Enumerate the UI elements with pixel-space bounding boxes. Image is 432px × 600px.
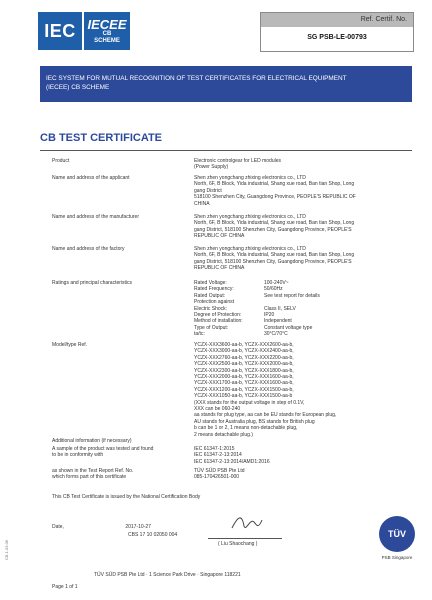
model-line: b can be 1 or 2, 1 means non-detachable plug, [194, 425, 298, 432]
model-line: YCZX-XXX1700-aa-b, YCZX-XXX1600-aa-b, [194, 380, 294, 387]
rating-key: Protection against [194, 299, 235, 306]
product-label: Product [52, 158, 70, 164]
ratings-label: Ratings and principal characteristics [52, 280, 133, 286]
ref-value: SG PSB-LE-00793 [307, 34, 367, 41]
model-line: 2 means detachable plug.) [194, 431, 253, 438]
rating-key: Degree of Protection: [194, 312, 242, 319]
rating-value: 30°C/70°C [264, 331, 288, 338]
rating-value: 50/60Hz [264, 286, 283, 293]
model-line: YCZX-XXX2300-aa-b, YCZX-XXX1800-aa-b, [194, 367, 294, 374]
sample-label-line1: A sample of the product was tested and found [52, 446, 154, 452]
manufacturer-line: Shen zhen yongchang zhixing electronics co., LTD [194, 214, 306, 220]
rating-key: Type of Output: [194, 324, 229, 331]
tuv-mark [372, 516, 422, 576]
product-value-line1: Electronic controlgear for LED modules [194, 158, 281, 164]
rating-key: Rated Frequency: [194, 286, 234, 293]
side-code: CB 1.03.06 [4, 539, 9, 560]
applicant-line: North, 6F, B Block, Yida industrial, Shang xue road, Ban tian Shop, Long [194, 181, 355, 188]
applicant-line: gang District [194, 187, 222, 194]
applicant-line: 518100 Shenzhen City, Guangdong Province, PEOPLE'S REPUBLIC OF [194, 194, 356, 201]
iecee-logo-line3: SCHEME [94, 37, 120, 44]
signature-line [208, 538, 282, 539]
report-line: TÜV SÜD PSB Pte Ltd [194, 468, 245, 474]
rating-key: Electric Shock: [194, 305, 228, 312]
certificate-title: CB TEST CERTIFICATE [40, 132, 163, 144]
signature [228, 512, 268, 534]
rating-value: 100-240V~ [264, 280, 289, 286]
rating-value: Constant voltage type [264, 324, 313, 331]
model-line: XXX can be 060-240 [194, 406, 241, 413]
model-line: (XXX stands for the output voltage in step of 0.1V, [194, 399, 305, 406]
model-line: YCZX-XXX2500-aa-b, YCZX-XXX2000-aa-b, [194, 361, 294, 368]
sample-label [52, 446, 182, 459]
model-line: YCZX-XXX1050-aa-b, YCZX-XXX1500-aa-b [194, 393, 293, 400]
iecee-logo-line2: CB [102, 30, 112, 37]
title-divider [40, 150, 412, 151]
model-line: YCZX-XXX1200-aa-b, YCZX-XXX1500-aa-b, [194, 386, 294, 393]
rating-value: IP20 [264, 312, 275, 319]
applicant-value [194, 175, 416, 207]
model-label: Model/type Ref. [52, 342, 88, 348]
model-line: aa stands for plug type, aa can be EU stands for European plug, [194, 412, 337, 419]
report-label-line2: which forms part of this certificate [52, 474, 127, 481]
sample-value [194, 446, 416, 465]
iecee-logo-line1: IECEE [87, 16, 127, 32]
rating-line [194, 331, 416, 337]
model-line: YCZX-XXX2760-aa-b, YCZX-XXX2200-aa-b, [194, 354, 294, 361]
product-value-line2: (Power Supply) [194, 164, 229, 171]
issuance-statement: This CB Test Certificate is issued by the National Certification Body [52, 494, 201, 500]
rating-value: Class II, SELV [264, 305, 296, 312]
factory-line: REPUBLIC OF CHINA [194, 265, 245, 272]
rating-key: ta/tc: [194, 331, 205, 338]
page-number: Page 1 of 1 [52, 584, 78, 590]
manufacturer-line: North, 6F, B Block, Yida industrial, Shang xue road, Ban tian Shop, Long [194, 220, 355, 227]
rating-key: Rated Voltage: [194, 280, 227, 286]
iec-logo: IEC [38, 12, 82, 50]
date-block [52, 524, 151, 530]
product-value [194, 158, 416, 171]
applicant-line: Shen zhen yongchang zhixing electronics co., LTD [194, 175, 306, 181]
date-value: 2017-10-27 [125, 524, 151, 530]
rating-key: Method of installation: [194, 318, 243, 325]
standard-line: IEC 61347-1:2015 [194, 446, 235, 452]
factory-line: North, 6F, B Block, Yida industrial, Shang xue road, Ban tian Shop, Long [194, 252, 355, 259]
sample-label-line2: to be in conformity with [52, 452, 104, 459]
applicant-label: Name and address of the applicant [52, 175, 130, 181]
model-line: YCZX-XXX3000-aa-b, YCZX-XXX2400-aa-b, [194, 348, 294, 355]
factory-line: gang District, 518100 Shenzhen City, Guangdong Province, PEOPLE'S [194, 258, 352, 265]
model-line: YCZX-XXX2000-aa-b, YCZX-XXX1600-aa-b, [194, 374, 294, 381]
rating-value: See test report for details [264, 292, 320, 299]
banner-line1: IEC SYSTEM FOR MUTUAL RECOGNITION OF TEST CERTIFICATES FOR ELECTRICAL EQUIPMENT [46, 75, 347, 82]
date-label: Date, [52, 524, 64, 530]
model-line: YCZX-XXX3600-aa-b, YCZX-XXX2600-aa-b, [194, 342, 294, 348]
applicant-line: CHINA [194, 200, 210, 207]
manufacturer-line: REPUBLIC OF CHINA [194, 233, 245, 240]
model-line: AU stands for Australia plug, BS stands for British plug [194, 418, 315, 425]
standard-line: IEC 61347-2-13:2014 [194, 452, 242, 459]
rating-value: Independent [264, 318, 292, 325]
factory-line: Shen zhen yongchang zhixing electronics co., LTD [194, 246, 306, 252]
model-value [194, 342, 416, 438]
rating-key: Rated Output: [194, 292, 226, 299]
tuv-caption: PSB Singapore [381, 555, 413, 560]
footer-address: TÜV SÜD PSB Pte Ltd · 1 Science Park Drive · Singapore 118221 [94, 572, 241, 578]
standard-line: IEC 61347-2-13:2014/AMD1:2016 [194, 458, 270, 465]
report-line: 085-170426501-000 [194, 474, 240, 481]
iecee-banner [40, 66, 412, 102]
cbs-number: CBS 17 10 02050 004 [128, 532, 178, 538]
ref-label: Ref. Certif. No. [261, 13, 413, 27]
reference-certificate-box [260, 12, 414, 52]
factory-value [194, 246, 416, 272]
report-label [52, 468, 182, 481]
iecee-cb-scheme-logo [84, 12, 130, 50]
manufacturer-value [194, 214, 416, 240]
report-value [194, 468, 416, 481]
manufacturer-label: Name and address of the manufacturer [52, 214, 139, 220]
additional-info-label: Additional information (if necessary) [52, 438, 132, 444]
signer-name: ( Liu Shaochang ) [218, 541, 258, 547]
factory-label: Name and address of the factory [52, 246, 125, 252]
tuv-logo: TÜV [379, 516, 415, 552]
banner-line2: (IECEE) CB SCHEME [46, 84, 110, 91]
certificate-page [38, 6, 416, 594]
manufacturer-line: gang District, 518100 Shenzhen City, Guangdong Province, PEOPLE'S [194, 226, 352, 233]
report-label-line1: as shown in the Test Report Ref. No. [52, 468, 134, 474]
ratings-value [194, 280, 416, 338]
